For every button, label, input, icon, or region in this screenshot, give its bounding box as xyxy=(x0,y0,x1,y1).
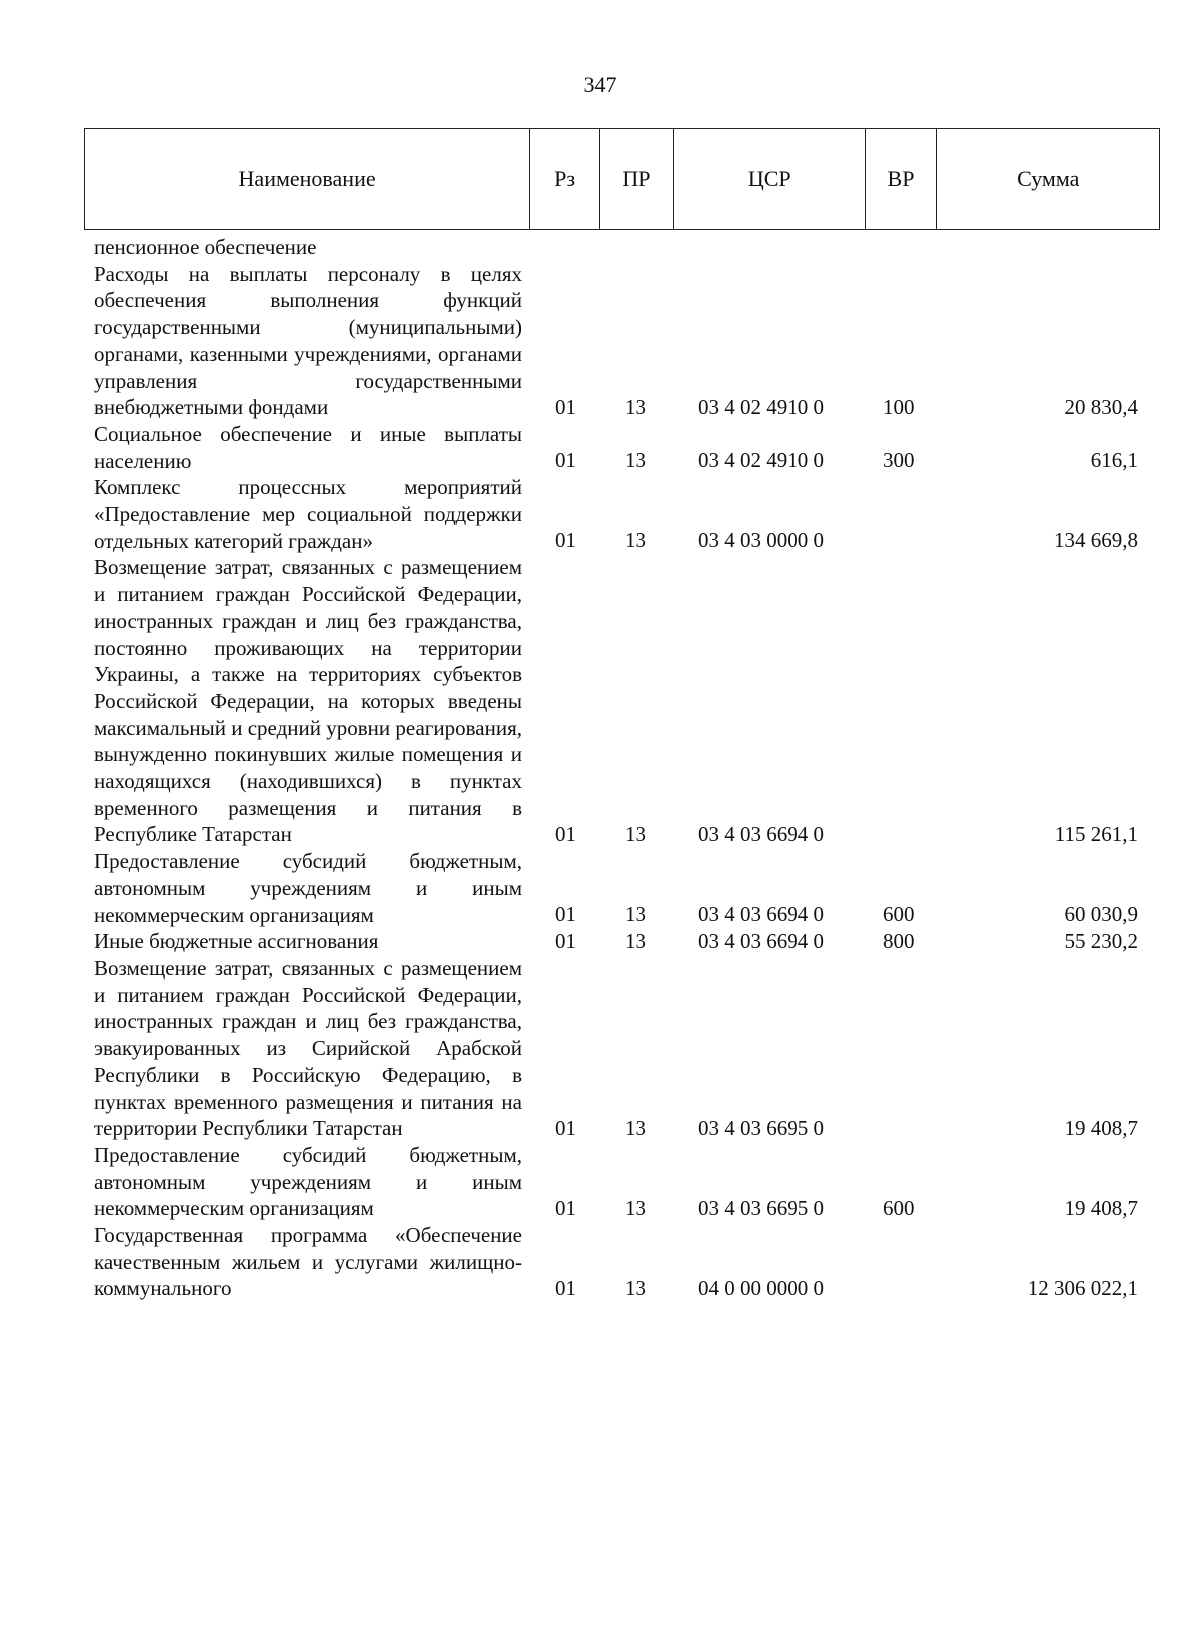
row-name: пенсионное обеспечение xyxy=(94,235,317,259)
row-pr: 13 xyxy=(625,928,646,953)
row-rz: 01 xyxy=(555,1196,576,1221)
table-row xyxy=(0,1222,1200,1302)
row-csr: 03 4 03 6694 0 xyxy=(698,822,824,847)
row-codes xyxy=(0,821,1200,848)
row-rz: 01 xyxy=(555,1276,576,1301)
row-vr: 100 xyxy=(883,394,915,419)
row-rz: 01 xyxy=(555,822,576,847)
page-number: 347 xyxy=(583,72,617,97)
row-pr: 13 xyxy=(625,902,646,927)
row-vr: 800 xyxy=(883,928,915,953)
row-pr: 13 xyxy=(625,448,646,473)
row-vr: 300 xyxy=(883,448,915,473)
row-csr: 03 4 03 0000 0 xyxy=(698,528,824,553)
table-row xyxy=(0,421,1200,474)
row-sum: 19 408,7 xyxy=(1064,1196,1138,1221)
row-sum: 115 261,1 xyxy=(1054,822,1138,847)
row-name: Государственная программа «Обеспечение качественным жильем и услугами жилищно-коммунального xyxy=(94,1223,522,1301)
header-rz: Рз xyxy=(530,129,600,229)
row-codes xyxy=(0,901,1200,928)
row-rz: 01 xyxy=(555,1115,576,1140)
table-row xyxy=(0,261,1200,421)
row-rz: 01 xyxy=(555,928,576,953)
table-row xyxy=(0,554,1200,848)
row-rz: 01 xyxy=(555,394,576,419)
row-pr: 13 xyxy=(625,822,646,847)
row-sum: 616,1 xyxy=(1090,448,1138,473)
row-csr: 04 0 00 0000 0 xyxy=(698,1276,824,1301)
row-codes xyxy=(0,1115,1200,1142)
row-sum: 20 830,4 xyxy=(1064,394,1138,419)
row-name: Комплекс процессных мероприятий «Предоставление мер социальной поддержки отдельных категорий граждан» xyxy=(94,475,522,553)
row-pr: 13 xyxy=(625,1276,646,1301)
row-sum: 55 230,2 xyxy=(1064,928,1138,953)
row-csr: 03 4 03 6695 0 xyxy=(698,1115,824,1140)
table-row xyxy=(0,234,1200,261)
row-pr: 13 xyxy=(625,394,646,419)
header-vr: ВР xyxy=(866,129,938,229)
row-codes xyxy=(0,928,1200,955)
row-csr: 03 4 02 4910 0 xyxy=(698,448,824,473)
row-csr: 03 4 03 6695 0 xyxy=(698,1196,824,1221)
row-pr: 13 xyxy=(625,528,646,553)
row-sum: 60 030,9 xyxy=(1064,902,1138,927)
row-name: Расходы на выплаты персоналу в целях обеспечения выполнения функций государственными (муниципальными) органами, казенными учреждениями, органами управления государственными внебюджетными фондами xyxy=(94,261,522,420)
row-codes xyxy=(0,1195,1200,1222)
row-sum: 134 669,8 xyxy=(1054,528,1138,553)
row-rz: 01 xyxy=(555,448,576,473)
row-pr: 13 xyxy=(625,1115,646,1140)
table-row xyxy=(0,1142,1200,1222)
header-csr: ЦСР xyxy=(674,129,866,229)
row-name: Социальное обеспечение и иные выплаты населению xyxy=(94,421,522,473)
row-csr: 03 4 02 4910 0 xyxy=(698,394,824,419)
header-pr: ПР xyxy=(600,129,674,229)
row-pr: 13 xyxy=(625,1196,646,1221)
row-rz: 01 xyxy=(555,528,576,553)
table-row xyxy=(0,955,1200,1142)
row-sum: 12 306 022,1 xyxy=(1027,1276,1138,1301)
row-name: Возмещение затрат, связанных с размещением и питанием граждан Российской Федерации, иностранных граждан и лиц без гражданства, постоянно проживающих на территории Украины, а также на территориях субъектов Российской Федерации, на которых введены максимальный и средний уровни реагирования, вынужденно покинувших жилые помещения и находящихся (находившихся) в пунктах временного размещения и питания в Республике Татарстан xyxy=(94,555,522,847)
row-name: Предоставление субсидий бюджетным, автономным учреждениям и иным некоммерческим организациям xyxy=(94,1142,522,1221)
row-name: Предоставление субсидий бюджетным, автономным учреждениям и иным некоммерческим организациям xyxy=(94,849,522,927)
table-row xyxy=(0,848,1200,928)
table-body xyxy=(0,234,1200,1302)
row-codes xyxy=(0,394,1200,421)
row-codes xyxy=(0,447,1200,474)
header-sum: Сумма xyxy=(1017,166,1080,191)
header-name: Наименование xyxy=(85,129,530,229)
row-sum: 19 408,7 xyxy=(1064,1115,1138,1140)
table-row xyxy=(0,928,1200,955)
row-codes xyxy=(0,1275,1200,1302)
table-header xyxy=(84,128,1160,230)
row-rz: 01 xyxy=(555,902,576,927)
table-row xyxy=(0,474,1200,554)
row-csr: 03 4 03 6694 0 xyxy=(698,928,824,953)
row-vr: 600 xyxy=(883,1196,915,1221)
row-codes xyxy=(0,527,1200,554)
row-name: Возмещение затрат, связанных с размещением и питанием граждан Российской Федерации, иностранных граждан и лиц без гражданства, эвакуированных из Сирийской Арабской Республики в Российскую Федерацию, в пунктах временного размещения и питания на территории Республики Татарстан xyxy=(94,955,522,1141)
row-name: Иные бюджетные ассигнования xyxy=(94,929,379,954)
row-csr: 03 4 03 6694 0 xyxy=(698,902,824,927)
row-vr: 600 xyxy=(883,902,915,927)
